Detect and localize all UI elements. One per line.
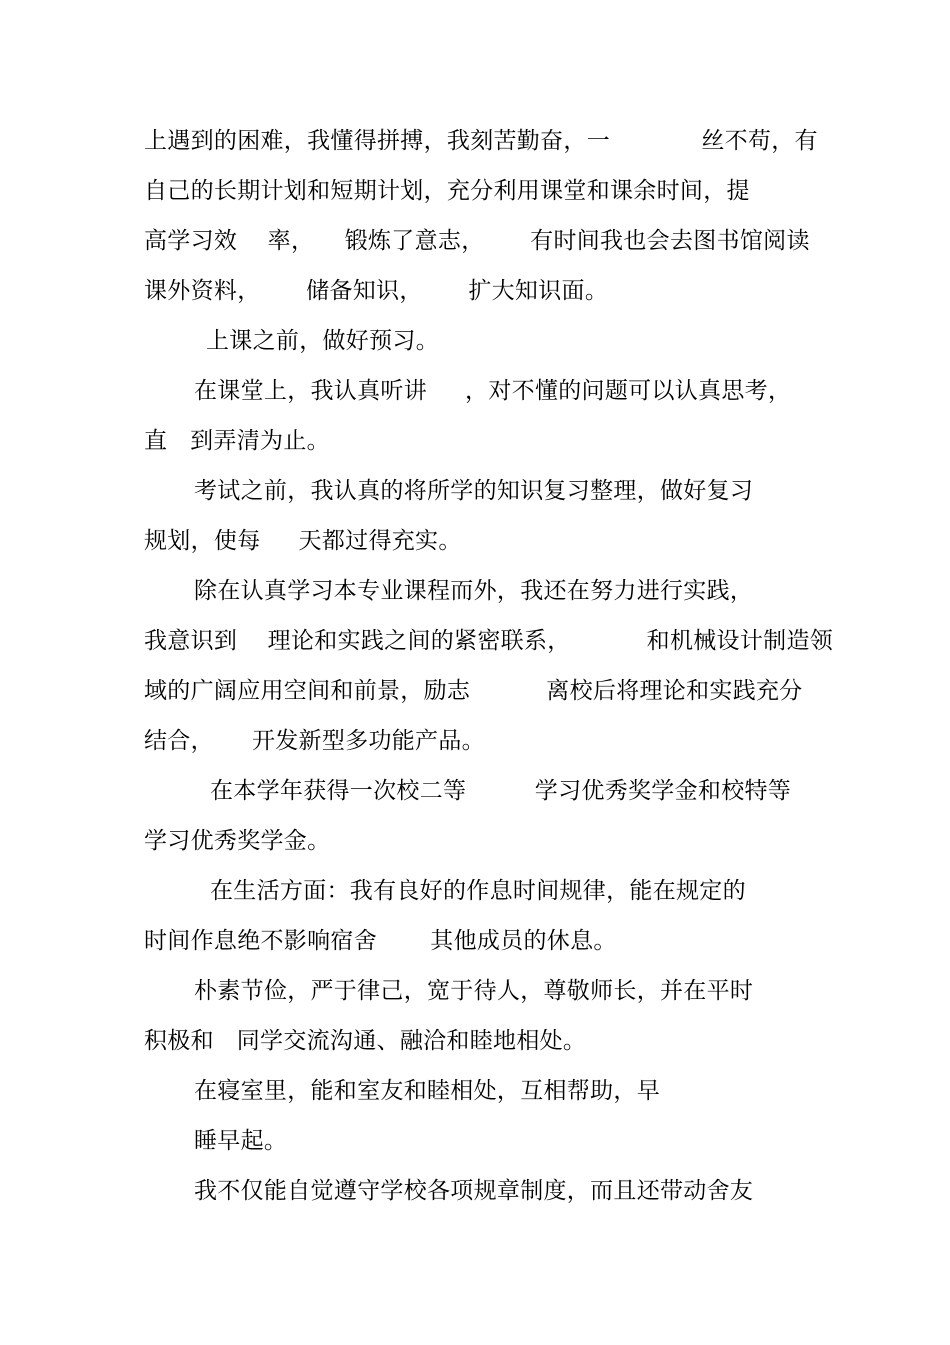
text-line: 积极和 同学交流沟通、融洽和睦地相处。 — [144, 1028, 587, 1054]
text-line: 时间作息绝不影响宿舍 其他成员的休息。 — [144, 928, 617, 954]
text-line: 规划，使每 天都过得充实。 — [144, 528, 462, 554]
text-line: 在寝室里，能和室友和睦相处，互相帮助，早 — [194, 1078, 660, 1104]
text-line: 上课之前，做好预习。 — [206, 328, 439, 354]
text-line: 在课堂上，我认真听讲 ，对不懂的问题可以认真思考， — [194, 378, 792, 404]
text-line: 我不仅能自觉遵守学校各项规章制度，而且还带动舍友 — [194, 1178, 754, 1204]
text-line: 朴素节俭，严于律己，宽于待人，尊敬师长，并在平时 — [194, 978, 754, 1004]
text-line: 睡早起。 — [194, 1128, 288, 1154]
text-line: 域的广阔应用空间和前景，励志 离校后将理论和实践充分 — [144, 678, 803, 704]
text-line: 在生活方面：我有良好的作息时间规律，能在规定的 — [210, 878, 746, 904]
text-line: 考试之前，我认真的将所学的知识复习整理，做好复习 — [194, 478, 754, 504]
text-line: 直 到弄清为止。 — [144, 428, 330, 454]
text-line: 除在认真学习本专业课程而外，我还在努力进行实践， — [194, 578, 754, 604]
text-line: 我意识到 理论和实践之间的紧密联系， 和机械设计制造领 — [144, 628, 834, 654]
text-line: 课外资料， 储备知识， 扩大知识面。 — [144, 278, 609, 304]
text-line: 学习优秀奖学金。 — [144, 828, 331, 854]
text-line: 在本学年获得一次校二等 学习优秀奖学金和校特等 — [210, 778, 792, 804]
text-line: 自己的长期计划和短期计划，充分利用课堂和课余时间，提 — [144, 178, 750, 204]
text-line: 结合， 开发新型多功能产品。 — [144, 728, 485, 754]
text-line: 高学习效 率， 锻炼了意志， 有时间我也会去图书馆阅读 — [144, 228, 810, 254]
text-line: 上遇到的困难，我懂得拼搏，我刻苦勤奋，一 丝不苟，有 — [144, 128, 818, 154]
